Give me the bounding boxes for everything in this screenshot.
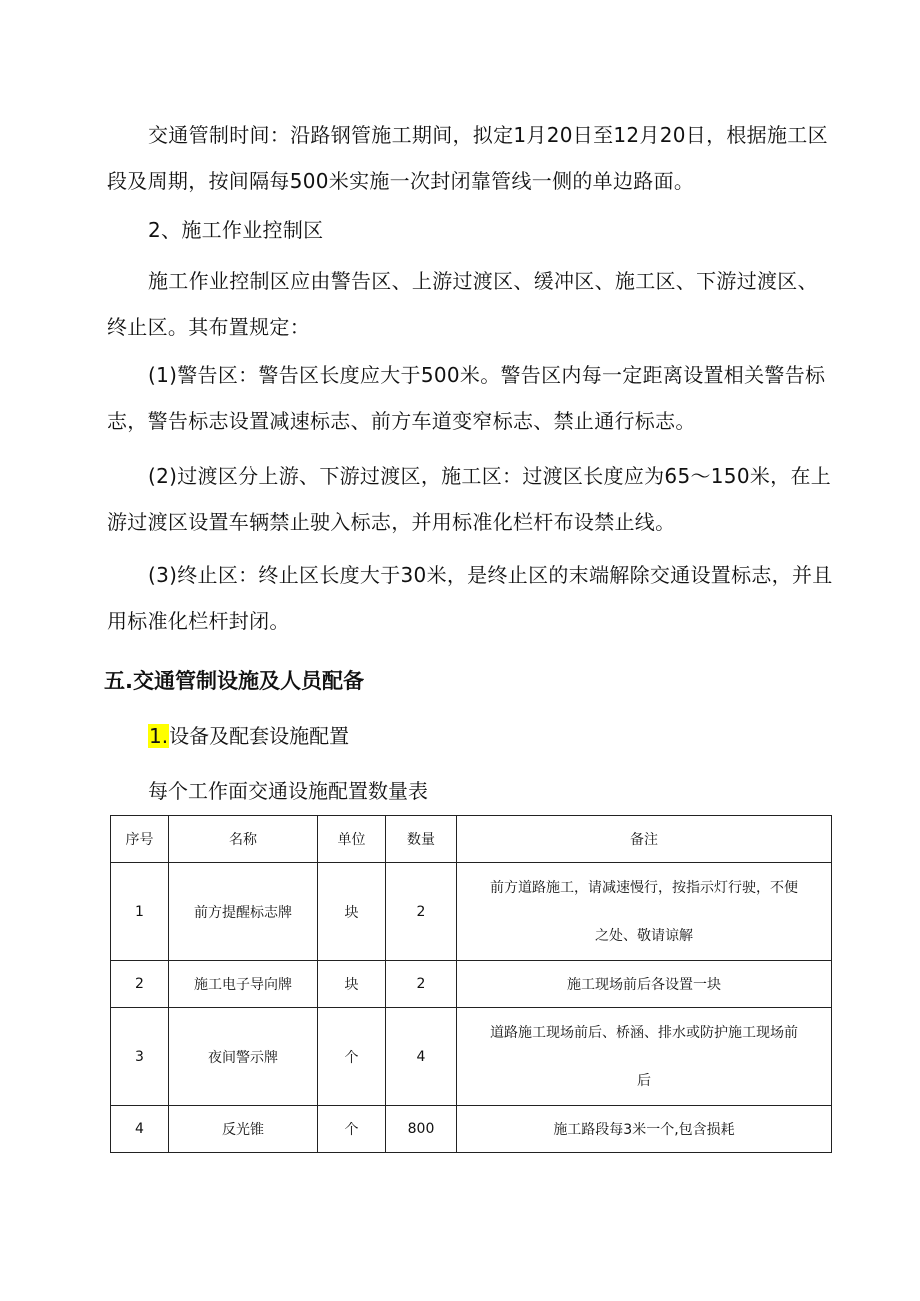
cell-qty: 4 <box>386 1008 457 1106</box>
header-note: 备注 <box>457 816 832 863</box>
cell-note: 施工现场前后各设置一块 <box>457 961 832 1008</box>
cell-note <box>457 863 832 961</box>
note-line: 道路施工现场前后、桥涵、排水或防护施工现场前 <box>490 1024 798 1041</box>
cell-note <box>457 1008 832 1106</box>
cell-no: 2 <box>111 961 169 1008</box>
transition-zone-paragraph: (2)过渡区分上游、下游过渡区，施工区：过渡区长度应为65～150米，在上游过渡区设置车辆禁止驶入标志，并用标准化栏杆布设禁止线。 <box>107 464 832 534</box>
warning-zone-paragraph: (1)警告区：警告区长度应大于500米。警告区内每一定距离设置相关警告标志，警告标志设置减速标志、前方车道变窄标志、禁止通行标志。 <box>107 363 826 433</box>
subsection1-number: 1. <box>149 724 169 748</box>
cell-unit: 个 <box>318 1008 386 1106</box>
header-name: 名称 <box>169 816 318 863</box>
note-line: 前方道路施工，请减速慢行，按指示灯行驶，不便 <box>490 879 798 896</box>
table-row <box>111 863 832 961</box>
subsection1-text: 设备及配套设施配置 <box>169 724 350 748</box>
cell-name: 反光锥 <box>169 1106 318 1153</box>
termination-zone-paragraph: (3)终止区：终止区长度大于30米，是终止区的末端解除交通设置标志，并且用标准化栏杆封闭。 <box>107 563 833 633</box>
section2-intro-paragraph: 施工作业控制区应由警告区、上游过渡区、缓冲区、施工区、下游过渡区、终止区。其布置规定： <box>107 269 818 339</box>
cell-note: 施工路段每3米一个,包含损耗 <box>457 1106 832 1153</box>
table-header-row <box>111 816 832 863</box>
header-qty: 数量 <box>386 816 457 863</box>
note-line: 后 <box>637 1072 651 1089</box>
cell-unit: 个 <box>318 1106 386 1153</box>
section2-title: 2、施工作业控制区 <box>148 218 324 242</box>
cell-qty: 800 <box>386 1106 457 1153</box>
table-caption: 每个工作面交通设施配置数量表 <box>148 779 428 803</box>
cell-unit: 块 <box>318 863 386 961</box>
cell-unit: 块 <box>318 961 386 1008</box>
header-no: 序号 <box>111 816 169 863</box>
cell-qty: 2 <box>386 961 457 1008</box>
subsection1-heading <box>148 713 349 759</box>
cell-name: 夜间警示牌 <box>169 1008 318 1106</box>
header-unit: 单位 <box>318 816 386 863</box>
cell-no: 3 <box>111 1008 169 1106</box>
cell-name: 前方提醒标志牌 <box>169 863 318 961</box>
cell-no: 1 <box>111 863 169 961</box>
control-time-paragraph: 交通管制时间：沿路钢管施工期间，拟定1月20日至12月20日，根据施工区段及周期，按间隔每500米实施一次封闭靠管线一侧的单边路面。 <box>107 123 828 193</box>
cell-name: 施工电子导向牌 <box>169 961 318 1008</box>
table-row <box>111 1106 832 1153</box>
facilities-table <box>110 815 832 1153</box>
table-row <box>111 1008 832 1106</box>
table-row <box>111 961 832 1008</box>
section5-heading: 五.交通管制设施及人员配备 <box>104 669 364 693</box>
cell-qty: 2 <box>386 863 457 961</box>
cell-no: 4 <box>111 1106 169 1153</box>
note-line: 之处、敬请谅解 <box>595 927 693 944</box>
